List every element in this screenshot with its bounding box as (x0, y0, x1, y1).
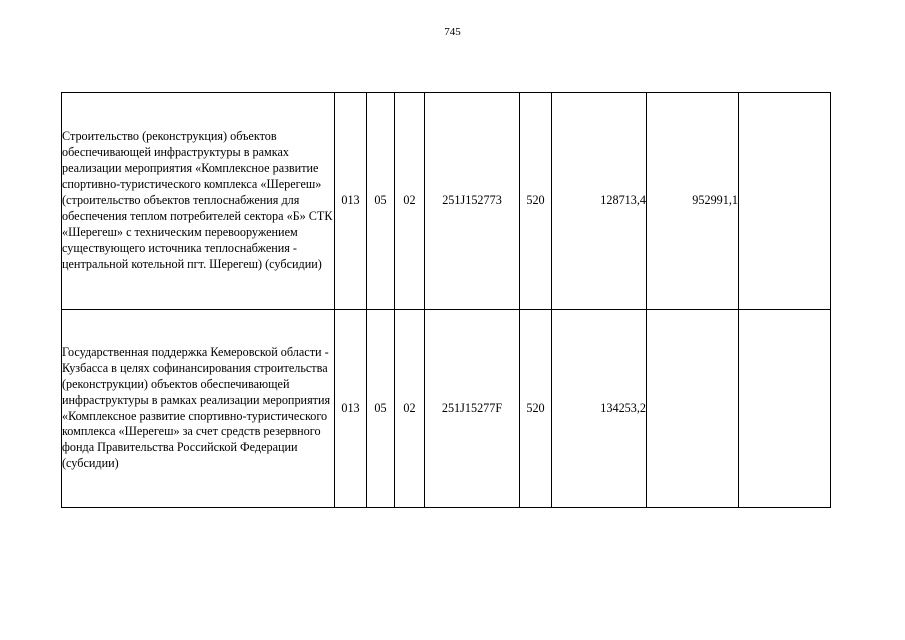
expense-type-code: 520 (520, 93, 552, 310)
section-code: 05 (367, 93, 395, 310)
expense-type-code: 520 (520, 310, 552, 508)
subsection-code: 02 (395, 310, 425, 508)
row-description: Государственная поддержка Кемеровской области - Кузбасса в целях софинансирования строительства (реконструкции) объектов обеспечивающей инфраструктуры в рамках реализации мероприятия «Комплексное развитие спортивно-туристического комплекса «Шерегеш» за счет средств резервного фонда Правительства Российской Федерации (субсидии) (62, 310, 335, 508)
ministry-code: 013 (335, 310, 367, 508)
target-article-code: 251J152773 (425, 93, 520, 310)
table-row (62, 93, 831, 310)
subsection-code: 02 (395, 93, 425, 310)
amount-2 (647, 310, 739, 508)
amount-2: 952991,1 (647, 93, 739, 310)
amount-1: 128713,4 (552, 93, 647, 310)
amount-1: 134253,2 (552, 310, 647, 508)
amount-3 (739, 93, 831, 310)
table-row (62, 310, 831, 508)
page-number: 745 (444, 26, 461, 38)
ministry-code: 013 (335, 93, 367, 310)
budget-table (61, 92, 831, 508)
section-code: 05 (367, 310, 395, 508)
target-article-code: 251J15277F (425, 310, 520, 508)
row-description: Строительство (реконструкция) объектов обеспечивающей инфраструктуры в рамках реализации мероприятия «Комплексное развитие спортивно-туристического комплекса «Шерегеш» (строительство объектов теплоснабжения для обеспечения теплом потребителей сектора «Б» СТК «Шерегеш» с техническим перевооружением существующего источника теплоснабжения - центральной котельной пгт. Шерегеш) (субсидии) (62, 93, 335, 310)
amount-3 (739, 310, 831, 508)
